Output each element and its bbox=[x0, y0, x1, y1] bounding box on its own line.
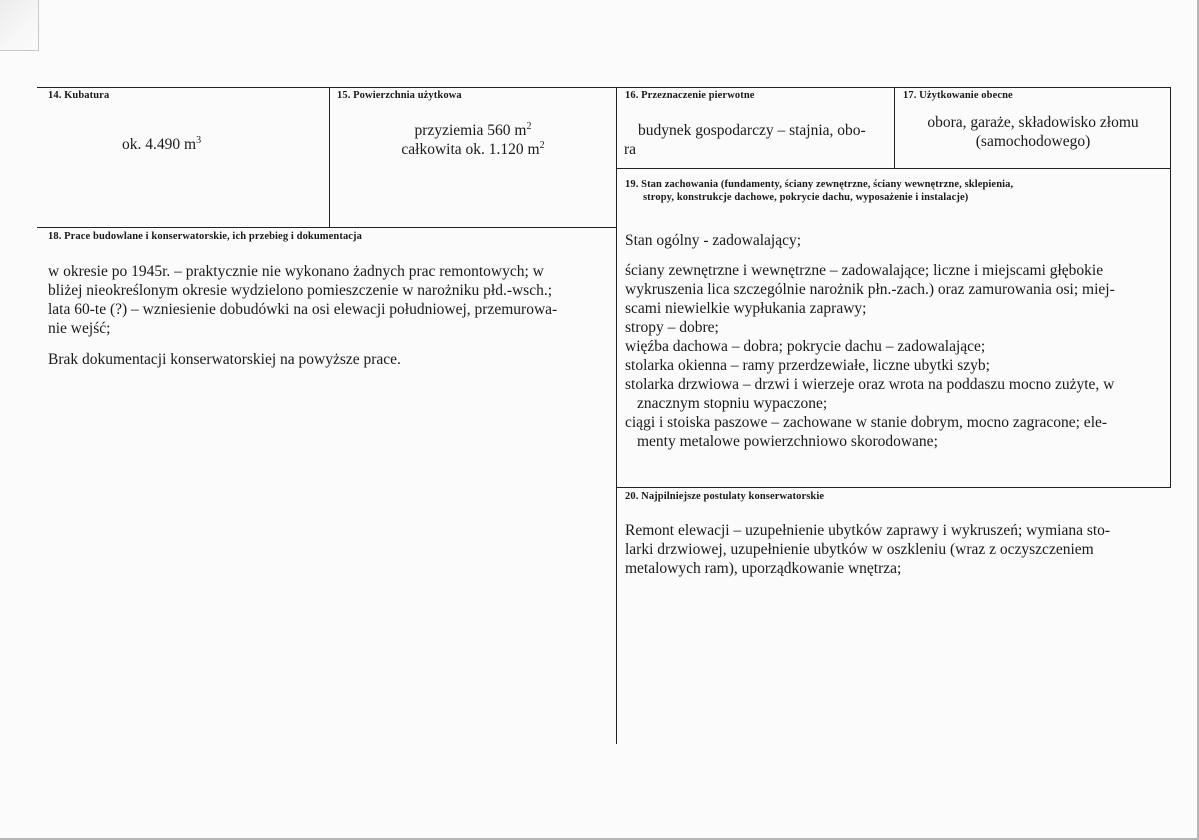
cubature-text: ok. 4.490 m bbox=[122, 136, 197, 153]
field-17-label: 17. Użytkowanie obecne bbox=[903, 90, 1013, 101]
field-19-label-line-1: 19. Stan zachowania (fundamenty, ściany zewnętrzne, ściany wewnętrzne, sklepienia, bbox=[625, 179, 1014, 190]
works-line: nie wejść; bbox=[48, 320, 111, 337]
field-18-label: 18. Prace budowlane i konserwatorskie, ich przebieg i dokumentacja bbox=[48, 231, 363, 242]
field-14-label: 14. Kubatura bbox=[48, 90, 110, 101]
condition-line: scami niewielkie wypłukania zaprawy; bbox=[625, 300, 867, 317]
original-use-line-1: budynek gospodarczy – stajnia, obo- bbox=[638, 122, 866, 139]
divider-row-19 bbox=[616, 168, 1171, 169]
field-19-label bbox=[625, 178, 1013, 204]
condition-line: menty metalowe powierzchniowo skorodowane; bbox=[637, 433, 938, 450]
postulate-line: larki drzwiowej, uzupełnienie ubytków w oszkleniu (wraz z oczyszczeniem bbox=[625, 541, 1094, 558]
field-14-value bbox=[122, 135, 201, 154]
condition-line: ściany zewnętrzne i wewnętrzne – zadowalające; liczne i miejscami głębokie bbox=[625, 262, 1104, 279]
current-use-line-1: obora, garaże, składowisko złomu bbox=[927, 114, 1139, 131]
form-right-border bbox=[1170, 87, 1171, 487]
total-area: całkowita ok. 1.120 m bbox=[401, 141, 540, 158]
field-17-value bbox=[896, 113, 1170, 151]
cubature-unit-exponent: 3 bbox=[196, 134, 202, 146]
condition-line: znacznym stopniu wypaczone; bbox=[637, 395, 828, 412]
postulate-line: Remont elewacji – uzupełnienie ubytków zaprawy i wykruszeń; wymiana sto- bbox=[625, 522, 1111, 539]
current-use-line-2: (samochodowego) bbox=[975, 133, 1091, 150]
condition-line: stropy – dobre; bbox=[625, 319, 719, 336]
general-condition: Stan ogólny - zadowalający; bbox=[625, 232, 802, 249]
form-top-border bbox=[37, 87, 1170, 88]
postulate-line: metalowych ram), uporządkowanie wnętrza; bbox=[625, 560, 902, 577]
divider-16-17 bbox=[894, 87, 895, 169]
field-18-content bbox=[48, 262, 614, 369]
documentation-note: Brak dokumentacji konserwatorskiej na powyższe prace. bbox=[48, 351, 401, 368]
page-corner-fold bbox=[0, 0, 39, 51]
works-line: bliżej nieokreślonym okresie wydzielono pomieszczenie w narożniku płd.-wsch.; bbox=[48, 282, 553, 299]
field-16-value bbox=[624, 121, 892, 159]
divider-14-15 bbox=[329, 87, 330, 227]
field-19-content bbox=[625, 231, 1167, 451]
total-area-exponent: 2 bbox=[539, 139, 545, 151]
condition-line: wykruszenia lica szczególnie narożnik płn.-zach.) oraz zamurowania osi; miej- bbox=[625, 281, 1115, 298]
divider-row-20 bbox=[616, 487, 1171, 488]
condition-line: więźba dachowa – dobra; pokrycie dachu – zadowalające; bbox=[625, 338, 986, 355]
ground-floor-area: przyziemia 560 m bbox=[414, 122, 527, 139]
field-19-label-line-2: stropy, konstrukcje dachowe, pokrycie dachu, wyposażenie i instalacje) bbox=[643, 192, 969, 203]
divider-main-column bbox=[616, 87, 617, 744]
condition-line: ciągi i stoiska paszowe – zachowane w stanie dobrym, mocno zagracone; ele- bbox=[625, 414, 1108, 431]
original-use-line-2: ra bbox=[624, 141, 637, 158]
ground-floor-area-exponent: 2 bbox=[526, 120, 532, 132]
works-line: w okresie po 1945r. – praktycznie nie wykonano żadnych prac remontowych; w bbox=[48, 263, 544, 280]
field-16-label: 16. Przeznaczenie pierwotne bbox=[625, 90, 755, 101]
field-15-value bbox=[331, 121, 615, 159]
field-15-label: 15. Powierzchnia użytkowa bbox=[337, 90, 462, 101]
condition-line: stolarka okienna – ramy przerdzewiałe, liczne ubytki szyb; bbox=[625, 357, 990, 374]
divider-row-18 bbox=[37, 227, 617, 228]
field-20-label: 20. Najpilniejsze postulaty konserwatorskie bbox=[625, 491, 825, 502]
works-line: lata 60-te (?) – wzniesienie dobudówki na osi elewacji południowej, przemurowa- bbox=[48, 301, 558, 318]
condition-line: stolarka drzwiowa – drzwi i wierzeje oraz wrota na poddaszu mocno zużyte, w bbox=[625, 376, 1115, 393]
field-20-content bbox=[625, 521, 1167, 578]
